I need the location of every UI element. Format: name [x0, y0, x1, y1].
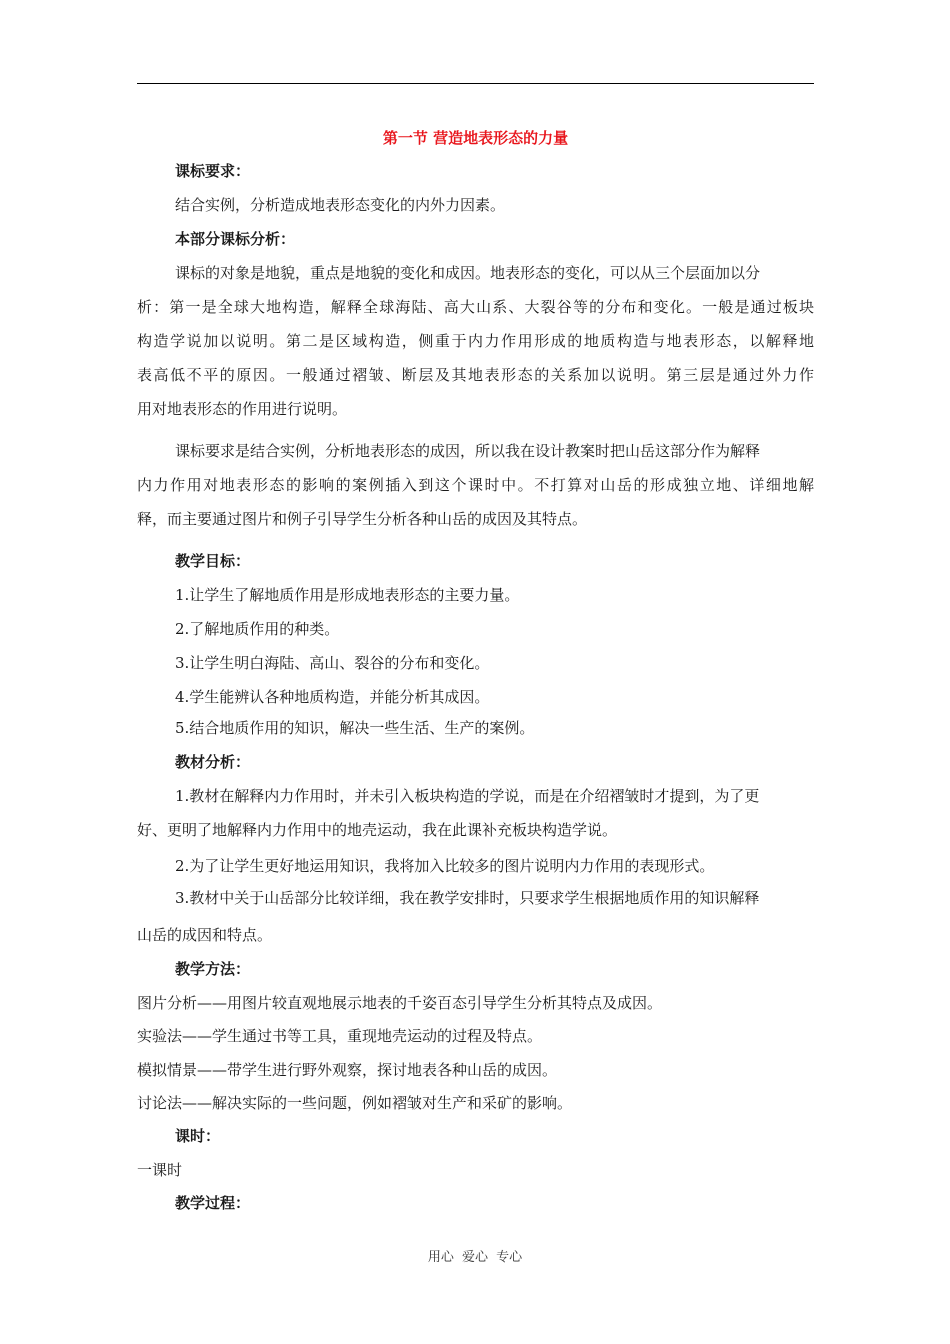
section-heading-curriculum-analysis: 本部分课标分析：: [175, 230, 296, 248]
method-item: 模拟情景——带学生进行野外观察，探讨地表各种山岳的成因。: [137, 1061, 558, 1079]
section-heading-teaching-process: 教学过程：: [175, 1194, 251, 1212]
section-heading-teaching-methods: 教学方法：: [175, 960, 251, 978]
paragraph-line: 用对地表形态的作用进行说明。: [137, 400, 348, 418]
paragraph-line: 释，而主要通过图片和例子引导学生分析各种山岳的成因及其特点。: [137, 510, 588, 528]
paragraph-line: 构造学说加以说明。第二是区域构造，侧重于内力作用形成的地质构造与地表形态，以解释地: [137, 332, 814, 350]
page-title: 第一节 营造地表形态的力量: [382, 129, 569, 147]
paragraph-line: 课标要求是结合实例，分析地表形态的成因，所以我在设计教案时把山岳这部分作为解释: [175, 442, 761, 460]
analysis-item-line: 山岳的成因和特点。: [137, 926, 273, 944]
paragraph-line: 表高低不平的原因。一般通过褶皱、断层及其地表形态的关系加以说明。第三层是通过外力作: [137, 366, 814, 384]
method-item: 讨论法——解决实际的一些问题，例如褶皱对生产和采矿的影响。: [137, 1094, 573, 1112]
section-heading-class-hours: 课时：: [175, 1127, 221, 1145]
section-heading-textbook-analysis: 教材分析：: [175, 753, 251, 771]
method-item: 图片分析——用图片较直观地展示地表的千姿百态引导学生分析其特点及成因。: [137, 994, 663, 1012]
paragraph-line: 内力作用对地表形态的影响的案例插入到这个课时中。不打算对山岳的形成独立地、详细地解: [137, 476, 814, 494]
analysis-item-line: 3.教材中关于山岳部分比较详细，我在教学安排时，只要求学生根据地质作用的知识解释: [175, 889, 760, 907]
analysis-item-line: 好、更明了地解释内力作用中的地壳运动，我在此课补充板块构造学说。: [137, 821, 618, 839]
header-rule: [137, 83, 814, 84]
objective-item: 3.让学生明白海陆、高山、裂谷的分布和变化。: [175, 654, 490, 672]
objective-item: 1.让学生了解地质作用是形成地表形态的主要力量。: [175, 586, 520, 604]
analysis-item-line: 1.教材在解释内力作用时，并未引入板块构造的学说，而是在介绍褶皱时才提到，为了更: [175, 787, 760, 805]
class-hours-text: 一课时: [137, 1161, 183, 1179]
analysis-item-line: 2.为了让学生更好地运用知识，我将加入比较多的图片说明内力作用的表现形式。: [175, 857, 715, 875]
section-heading-curriculum-requirements: 课标要求：: [175, 162, 251, 180]
section-heading-teaching-objectives: 教学目标：: [175, 552, 251, 570]
paragraph-line: 析：第一是全球大地构造，解释全球海陆、高大山系、大裂谷等的分布和变化。一般是通过板块: [137, 298, 814, 316]
paragraph-line: 课标的对象是地貌，重点是地貌的变化和成因。地表形态的变化，可以从三个层面加以分: [175, 264, 761, 282]
objective-item: 4.学生能辨认各种地质构造，并能分析其成因。: [175, 688, 490, 706]
method-item: 实验法——学生通过书等工具，重现地壳运动的过程及特点。: [137, 1027, 543, 1045]
curriculum-requirements-text: 结合实例，分析造成地表形态变化的内外力因素。: [175, 196, 506, 214]
objective-item: 5.结合地质作用的知识，解决一些生活、生产的案例。: [175, 719, 535, 737]
objective-item: 2.了解地质作用的种类。: [175, 620, 340, 638]
page-footer: 用心 爱心 专心: [427, 1250, 523, 1265]
